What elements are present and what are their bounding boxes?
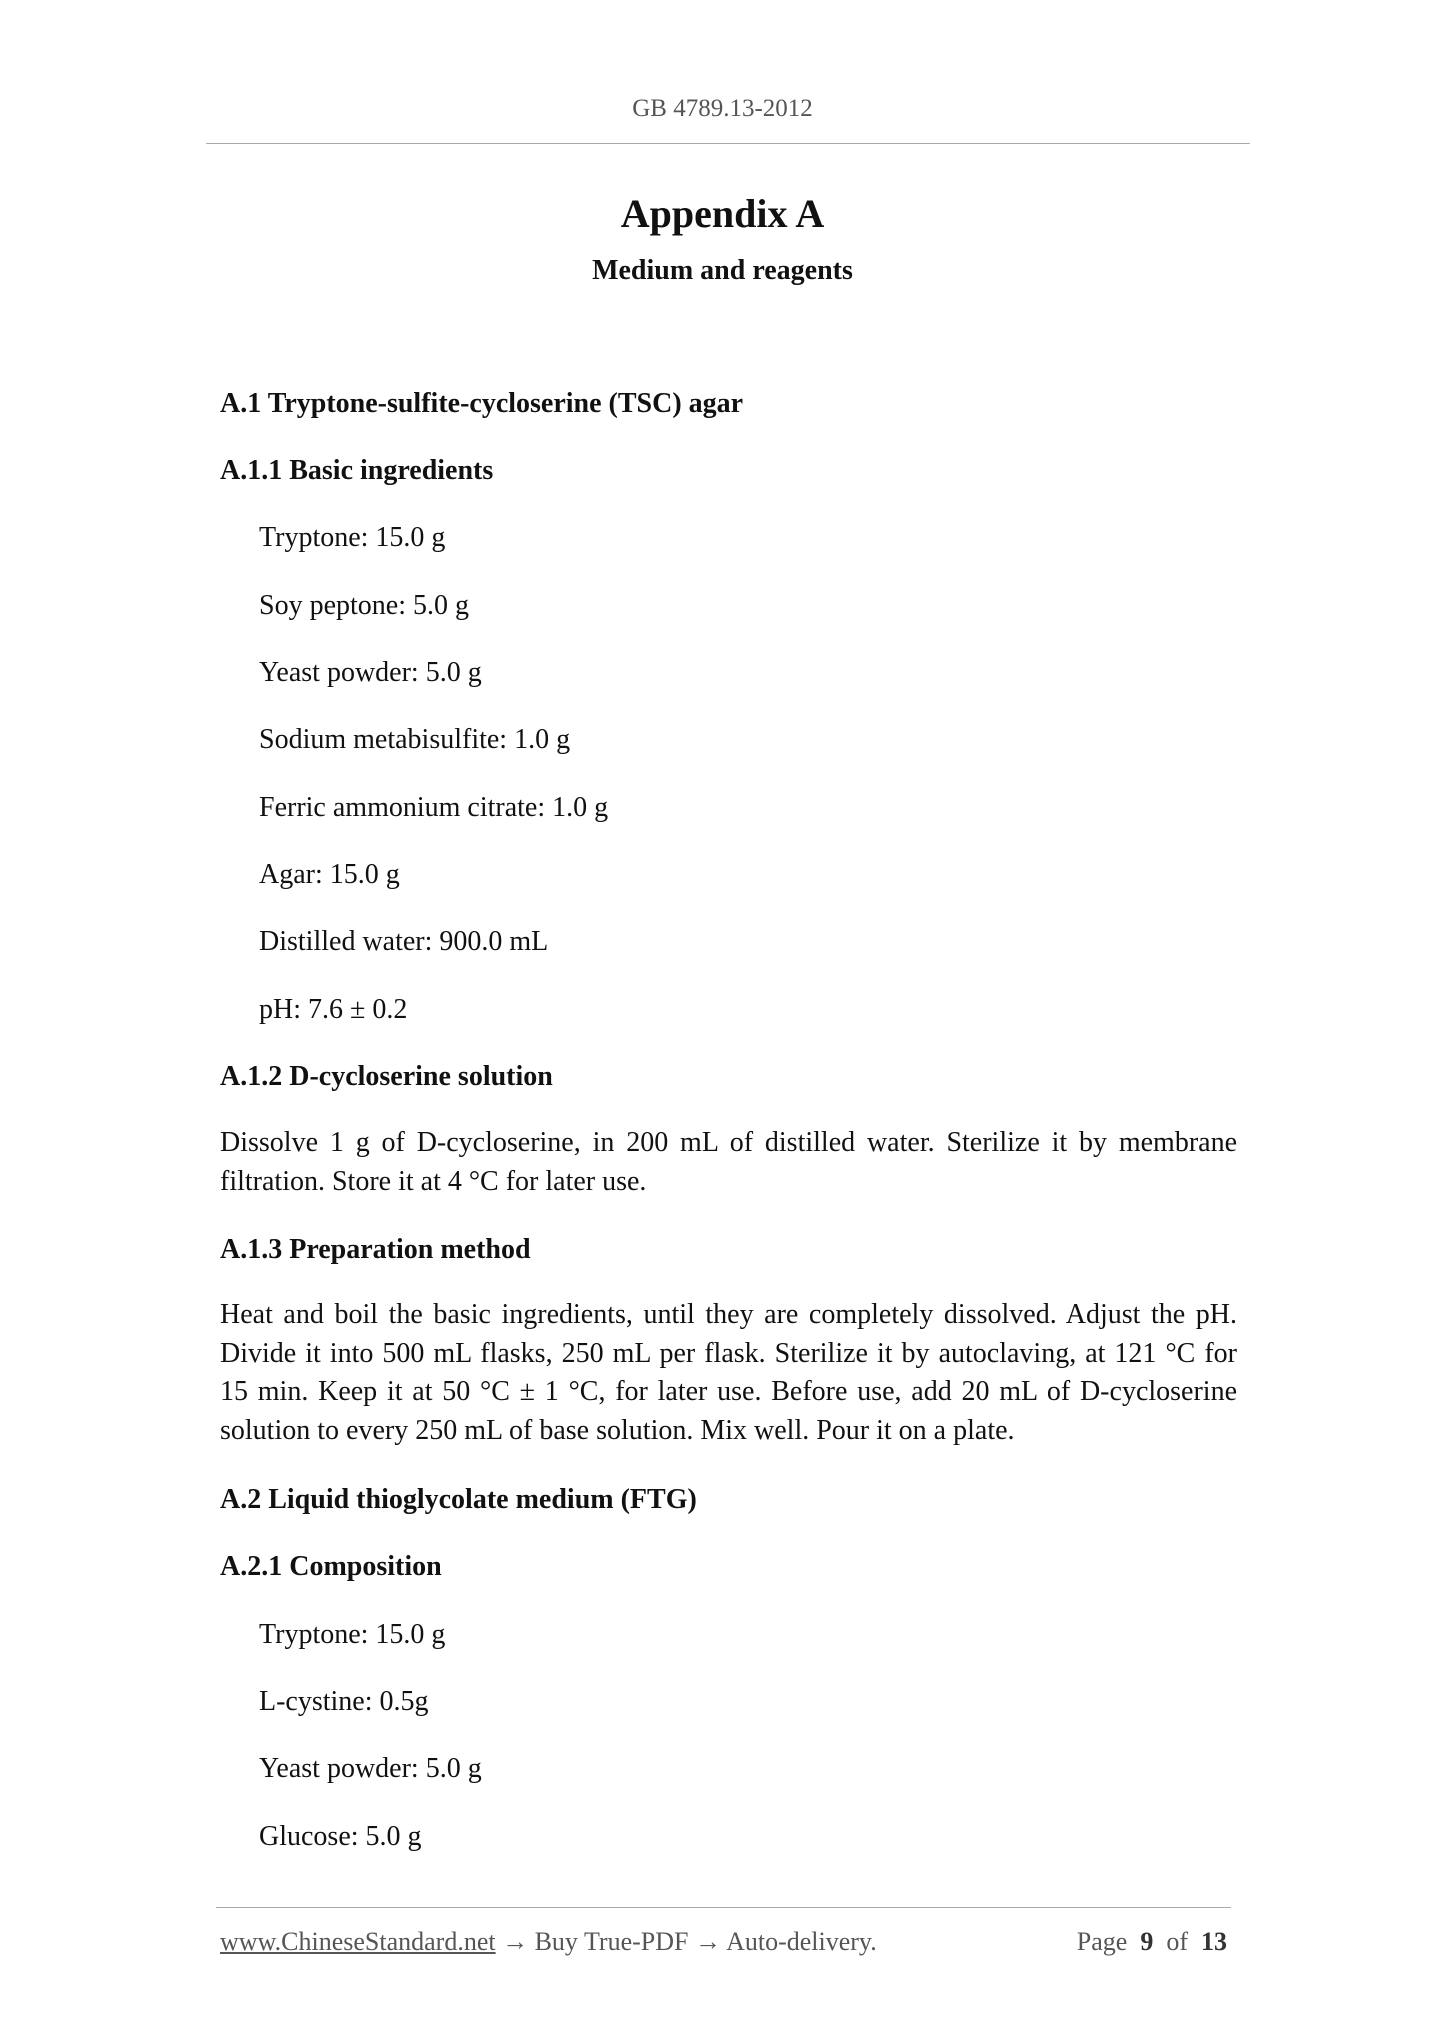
buy-pdf-text: Buy True-PDF (534, 1927, 689, 1956)
appendix-subtitle: Medium and reagents (592, 255, 853, 286)
composition-item: L-cystine: 0.5g (259, 1686, 429, 1717)
delivery-text: Auto-delivery. (726, 1927, 877, 1956)
ingredient-item: Sodium metabisulfite: 1.0 g (259, 724, 571, 755)
header-divider (206, 143, 1250, 144)
ingredient-item: Agar: 15.0 g (259, 859, 400, 890)
page-indicator (1077, 1927, 1227, 1957)
paragraph-a12: Dissolve 1 g of D-cycloserine, in 200 mL of distilled water. Sterilize it by membrane filtration. Store it at 4 °C for later use. (220, 1127, 1237, 1197)
ingredient-item: Distilled water: 900.0 mL (259, 926, 549, 957)
ingredient-item: Tryptone: 15.0 g (259, 522, 446, 553)
arrow-right-icon: → (502, 1927, 529, 1956)
section-heading-a2: A.2 Liquid thioglycolate medium (FTG) (220, 1484, 697, 1515)
composition-item: Tryptone: 15.0 g (259, 1619, 446, 1650)
composition-item: Glucose: 5.0 g (259, 1821, 422, 1852)
section-heading-a21: A.2.1 Composition (220, 1551, 442, 1582)
ingredient-item: Soy peptone: 5.0 g (259, 590, 469, 621)
paragraph-a13: Heat and boil the basic ingredients, until they are completely dissolved. Adjust the pH. Divide it into 500 mL flasks, 250 mL per flask. Sterilize it by autoclaving, at 121 °C for 15 min. Keep it at 50 °C ± 1 °C, for later use. Before use, add 20 mL of D-cycloserine solution to every 250 mL of base solution. Mix well. Pour it on a plate. (220, 1299, 1237, 1446)
page-label: Page (1076, 1927, 1128, 1956)
footer-divider (216, 1907, 1231, 1908)
section-heading-a11: A.1.1 Basic ingredients (220, 455, 494, 486)
page-total: 13 (1201, 1927, 1227, 1956)
ingredient-item: pH: 7.6 ± 0.2 (259, 994, 408, 1025)
page-current: 9 (1140, 1927, 1154, 1956)
section-heading-a13: A.1.3 Preparation method (220, 1234, 531, 1265)
footer-promo (220, 1927, 877, 1957)
ingredient-item: Ferric ammonium citrate: 1.0 g (259, 792, 609, 823)
of-label: of (1166, 1927, 1188, 1956)
section-heading-a1: A.1 Tryptone-sulfite-cycloserine (TSC) agar (220, 388, 744, 419)
section-heading-a12: A.1.2 D-cycloserine solution (220, 1061, 553, 1092)
header-standard-code: GB 4789.13-2012 (632, 95, 813, 122)
composition-item: Yeast powder: 5.0 g (259, 1753, 482, 1784)
ingredient-item: Yeast powder: 5.0 g (259, 657, 482, 688)
site-link[interactable]: www.ChineseStandard.net (220, 1927, 496, 1956)
appendix-title: Appendix A (620, 191, 825, 236)
arrow-right-icon: → (695, 1927, 721, 1956)
